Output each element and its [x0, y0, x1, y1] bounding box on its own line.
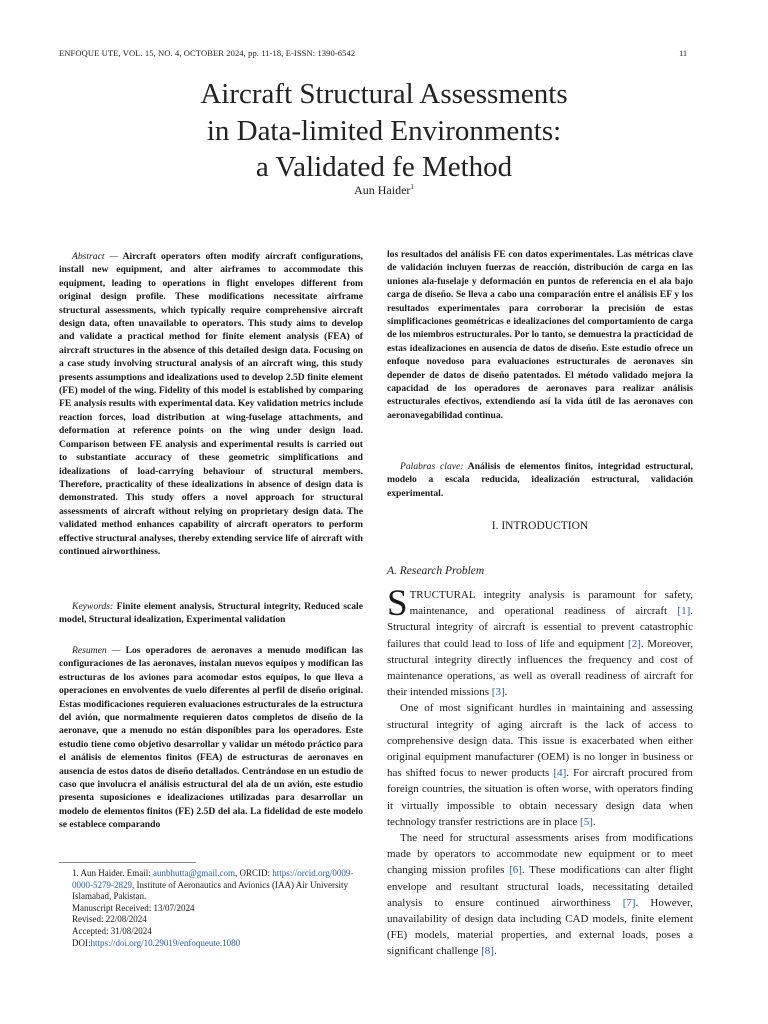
revised-date: Revised: 22/08/2024	[72, 914, 147, 925]
citation-6[interactable]: [6]	[509, 864, 522, 877]
keywords-text: Finite element analysis, Structural integrity, Reduced scale model, Structural idealization, Experimental validation	[59, 601, 363, 626]
intro-text: . However, unavailability of design data including CAD models, finite element (FE) models, material properties, and external loads, poses a significant challenge	[387, 896, 693, 958]
doi	[59, 938, 363, 950]
resumen-label: Resumen —	[72, 645, 121, 656]
intro-text: The need for structural assessments arises from modifications made by operators to accommodate new equipment or to meet changing mission profiles	[387, 832, 693, 877]
keywords	[59, 600, 363, 627]
section-heading: I. INTRODUCTION	[491, 520, 589, 532]
citation-3[interactable]: [3]	[491, 686, 505, 699]
intro-text: . For aircraft procured from foreign countries, the situation is often worse, with operators finding it virtually impossible to obtain necessary design data when technology transfer restrictions are in place	[387, 767, 693, 828]
palabras-text: Análisis de elementos finitos, integridad estructural, modelo a escala reducida, idealización estructural, validación experimental.	[387, 461, 693, 499]
page-number: 11	[679, 48, 688, 58]
footnote-rule	[59, 862, 196, 863]
doi-label: DOI:	[72, 937, 91, 948]
resumen-text: Los operadores de aeronaves a menudo modifican las configuraciones de las aeronaves, instalan nuevos equipos y modifican las estructuras de los aviones para acomodar estos equipos, lo que lleva a operaciones en envolventes de vuelo diferentes al perfil de diseño original. Estas modificaciones requieren evaluaciones estructurales de la estructura del avión, que normalmente requieren datos completos de diseño de la aeronave, que a menudo no están disponibles para los operadores. Este estudio tiene como objetivo desarrollar y validar un método práctico para el análisis de elementos finitos (FEA) de estructuras de aeronaves en ausencia de estos datos de diseño detallados. Centrándose en un estudio de caso que involucra el análisis estructural del ala de un avión, este estudio presenta suposiciones e idealizaciones utilizadas para desarrollar un modelo de elementos finitos (FE) 2.5D del ala. La fidelidad de este modelo se establece comparando	[59, 645, 364, 831]
palabras-clave	[387, 460, 693, 500]
intro-text: . These modifications can alter flight envelope and resultant structural loads, necessitating detailed analysis to ensure continued airworthiness	[387, 864, 693, 909]
intro-paragraph-3	[387, 830, 693, 960]
footnote-author: 1. Aun Haider. Email:	[72, 868, 153, 878]
intro-text: .	[592, 815, 596, 828]
title-line-2: in Data-limited Environments:	[206, 114, 562, 147]
keywords-label: Keywords:	[72, 601, 114, 612]
intro-paragraph-2	[387, 700, 693, 830]
abstract-text: Aircraft operators often modify aircraft configurations, install new equipment, and alter airframes to accommodate this equipment, leading to operations in flight envelopes different from original design profile. These modifications necessitate airframe structural assessments, which typically require comprehensive aircraft design data, often unavailable to operators. This study aims to develop and validate a practical method for finite element analysis (FEA) of aircraft structures in the absence of this detailed design data. Focusing on a case study involving structural analysis of an aircraft wing, this study presents assumptions and idealizations used to develop 2.5D finite element (FE) model of the wing. Fidelity of this model is established by comparing FE analysis results with experimental data. Key validation metrics include reaction forces, load distribution at wing-fuselage attachments, and deformation at reference points on the wing under design load. Comparison between FE analysis and experimental results is carried out to substantiate accuracy of these geometric simplifications and idealizations of load-carrying behaviour of structural members. Therefore, practicality of these idealizations in absence of design data is demonstrated. This study offers a novel approach for structural assessments of aircraft without relying on proprietary design data. The validated method enhances capability of aircraft operators to perform effective structural analyses, thereby extending service life of aircraft with continued airworthiness.	[59, 251, 363, 557]
resumen	[59, 644, 363, 832]
author-footnote-mark: 1	[410, 183, 414, 191]
paper-title	[0, 76, 768, 186]
author-name: Aun Haider	[354, 183, 411, 197]
palabras-label: Palabras clave:	[400, 461, 464, 472]
citation-4[interactable]: [4]	[553, 767, 567, 780]
intro-text: TRUCTURAL integrity analysis is paramount for safety, maintenance, and operational readiness of aircraft	[409, 589, 693, 618]
received-date: Manuscript Received: 13/07/2024	[72, 902, 195, 913]
citation-2[interactable]: [2]	[628, 637, 641, 650]
title-line-3: a Validated fe Method	[255, 151, 513, 183]
intro-paragraph-1	[387, 583, 693, 700]
intro-text: One of most significant hurdles in maintaining and assessing structural integrity of aging aircraft is the lack of access to comprehensive design data. This issue is exacerbated when either original equipment manufacturer (OEM) is no longer in business or has shifted focus to newer products	[387, 702, 693, 780]
citation-1[interactable]: [1]	[677, 605, 691, 618]
resumen-continued: los resultados del análisis FE con datos experimentales. Las métricas clave de validación incluyen fuerzas de reacción, distribución de carga en las uniones ala-fuselaje y deformación en puntos de referencia en el ala bajo carga de diseño. Se lleva a cabo una comparación entre el análisis EF y los resultados experimentales para corroborar la precisión de estas simplificaciones geométricas e idealizaciones del comportamiento de carga de los miembros estructurales. Por lo tanto, se demuestra la practicidad de estas idealizaciones en ausencia de datos de diseño. Este estudio ofrece un enfoque novedoso para evaluaciones estructurales de aeronaves sin depender de datos de diseño patentados. El método validado mejora la capacidad de los operadores de aeronaves para realizar análisis estructurales efectivos, extendiendo así la vida útil de las aeronaves con aeronavegabilidad continua.	[387, 249, 693, 421]
footnote-affiliation	[59, 868, 363, 903]
footnote	[59, 868, 363, 949]
drop-cap: S	[387, 583, 408, 624]
footnote-institute: , Institute of Aeronautics and Avionics (IAA) Air University Islamabad, Pakistan.	[72, 879, 349, 902]
running-header: ENFOQUE UTE, VOL. 15, NO. 4, OCTOBER 2024, pp. 11-18, E-ISSN: 1390-6542	[59, 48, 356, 58]
subsection-heading: A. Research Problem	[387, 565, 485, 577]
intro-text: .	[504, 686, 508, 699]
doi-link[interactable]: https://doi.org/10.29019/enfoqueute.1080	[90, 937, 241, 948]
abstract	[59, 250, 363, 558]
introduction-body	[387, 583, 693, 960]
footnote-orcid-label: , ORCID:	[235, 868, 273, 878]
citation-5[interactable]: [5]	[580, 815, 593, 828]
orcid-link[interactable]: https://orcid.org/0009-0000-5279-2829	[72, 868, 354, 890]
title-line-1: Aircraft Structural Assessments	[200, 78, 568, 110]
citation-7[interactable]: [7]	[622, 896, 636, 909]
citation-8[interactable]: [8]	[481, 945, 494, 958]
intro-text: . Structural integrity of aircraft is essential to prevent catastrophic failures that could lead to loss of life and equipment	[387, 605, 693, 650]
abstract-label: Abstract —	[72, 251, 119, 262]
accepted-date: Accepted: 31/08/2024	[72, 925, 152, 936]
author-line	[0, 183, 768, 198]
email-link[interactable]: aunbhutta@gmail.com	[153, 868, 236, 878]
intro-text: . Moreover, structural integrity directly influences the frequency and cost of maintenance operations, as well as overall readiness of aircraft for their intended missions	[387, 637, 693, 699]
intro-text: .	[493, 945, 497, 958]
